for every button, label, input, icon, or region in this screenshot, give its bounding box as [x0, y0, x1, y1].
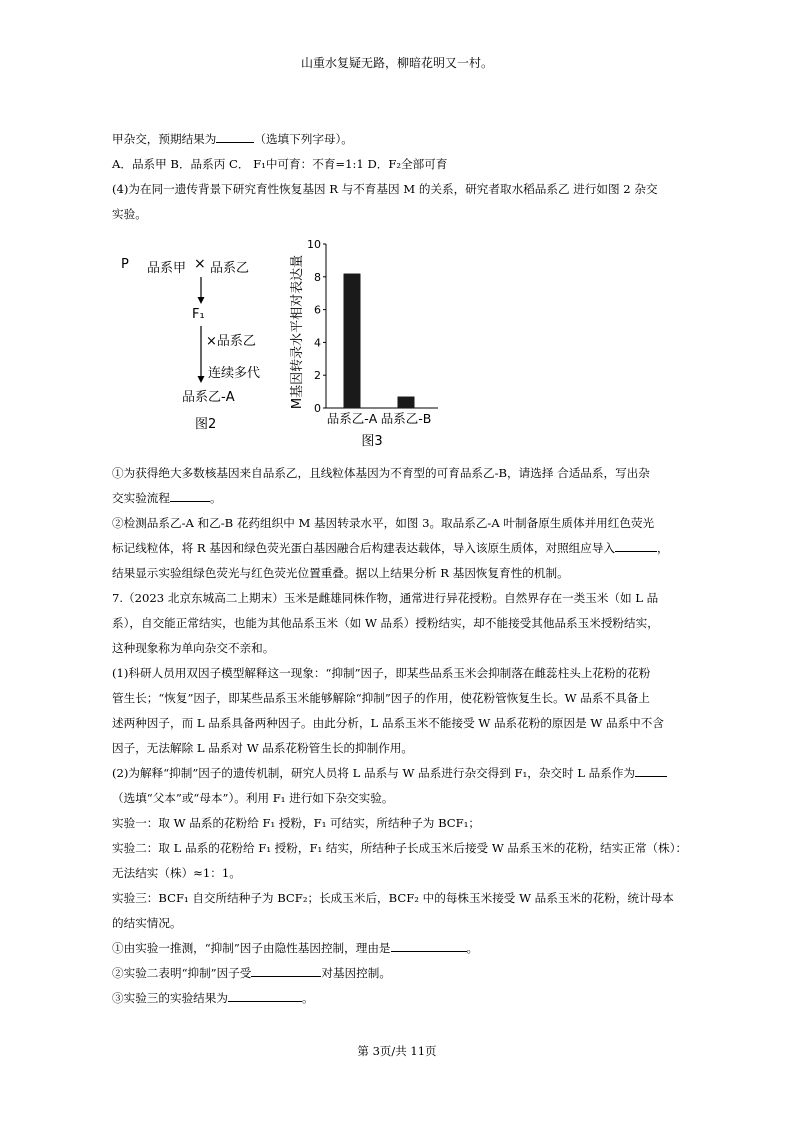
q7-subq2: ②实验二表明“抑制”因子受 对基因控制。	[112, 966, 391, 980]
bar-1	[344, 274, 361, 408]
arrow-down-icon	[196, 326, 206, 384]
cross-symbol: ×	[194, 256, 206, 272]
y-axis-label: M基因转录水平相对表达量	[290, 254, 305, 410]
q4-item2-line3: 结果显示实验组绿色荧光与红色荧光位置重叠。据以上结果分析 R 基因恢复育性的机制。	[112, 566, 569, 580]
q4-item1-line2: 交实验流程 。	[112, 491, 222, 505]
q-prev-options: A．品系甲 B．品系丙 C． F₁中可育：不育=1:1 D．F₂全部可育	[112, 157, 448, 171]
y-tick-label: 4	[314, 336, 321, 350]
q7-part1-line1: (1)科研人员用双因子模型解释这一现象：“抑制”因子，即某些品系玉米会抑制落在雌蕊柱头上花粉的花粉	[112, 666, 651, 680]
q7-part1-line3: 述两种因子，而 L 品系具备两种因子。由此分析，L 品系玉米不能接受 W 品系花粉的原因是 W 品系中不含	[112, 716, 664, 730]
q7-part2-line2: （选填“父本”或“母本”）。利用 F₁ 进行如下杂交实验。	[112, 791, 394, 805]
answer-blank[interactable]	[391, 940, 467, 952]
answer-blank[interactable]	[251, 965, 321, 977]
q7-experiment-3-line2: 的结实情况。	[112, 916, 182, 930]
q4-item1-line1: ①为获得绝大多数核基因来自品系乙，且线粒体基因为不育型的可育品系乙-B，请选择 合适品系，写出杂	[112, 466, 650, 480]
q4-item2-line2: 标记线粒体，将 R 基因和绿色荧光蛋白基因融合后构建表达载体，导入该原生质体，对照组应导入 ，	[112, 541, 669, 555]
x-tick-label: 品系乙-B	[380, 411, 432, 426]
header-motto: 山重水复疑无路，柳暗花明又一村。	[300, 56, 493, 70]
q7-experiment-2-line1: 实验二：取 L 品系的花粉给 F₁ 授粉，F₁ 结实，所结种子长成玉米后接受 W 品系玉米的花粉，结实正常（株）：	[112, 841, 688, 855]
q-prev-line1: 甲杂交，预期结果为 （选填下列字母）。	[112, 132, 353, 146]
parent-1-label: 品系甲	[147, 261, 187, 276]
result-label: 品系乙-A	[182, 390, 235, 405]
p-generation-label: P	[121, 257, 129, 272]
q7-part1-line4: 因子，无法解除 L 品系对 W 品系花粉管生长的抑制作用。	[112, 741, 414, 755]
q7-intro-line2: 系），自交能正常结实，也能为其他品系玉米（如 W 品系）授粉结实，却不能接受其他品系玉米授粉结实，	[112, 616, 659, 630]
y-tick-label: 2	[314, 369, 321, 383]
q7-experiment-2-line2: 无法结实（株）≈1：1。	[112, 866, 241, 880]
y-tick-label: 10	[307, 238, 321, 251]
q-prev-part4-line2: 实验。	[112, 207, 147, 221]
q7-subq3: ③实验三的实验结果为 。	[112, 991, 314, 1005]
figure-2	[112, 250, 287, 435]
backcross-label: ×品系乙	[206, 334, 256, 349]
figure-3-caption: 图3	[361, 434, 383, 449]
q-prev-part4-line1: (4)为在同一遗传背景下研究育性恢复基因 R 与不育基因 M 的关系，研究者取水稻品系乙 进行如图 2 杂交	[112, 182, 658, 196]
generations-label: 连续多代	[208, 366, 261, 381]
figure-3-chart	[286, 232, 456, 457]
f1-label: F₁	[192, 307, 205, 322]
y-tick-label: 8	[314, 270, 321, 284]
answer-blank[interactable]	[615, 540, 657, 552]
q7-intro-line3: 这种现象称为单向杂交不亲和。	[112, 641, 275, 655]
bar-2	[398, 397, 415, 408]
answer-blank[interactable]	[170, 490, 210, 502]
y-tick-label: 0	[314, 402, 321, 415]
x-tick-label: 品系乙-A	[326, 411, 378, 426]
page-number: 第 3页/共 11页	[357, 1044, 437, 1058]
figure-2-caption: 图2	[195, 417, 217, 432]
y-tick-label: 6	[314, 303, 321, 317]
q7-experiment-3-line1: 实验三：BCF₁ 自交所结种子为 BCF₂；长成玉米后，BCF₂ 中的每株玉米接受 W 品系玉米的花粉，统计母本	[112, 891, 674, 905]
arrow-down-icon	[196, 277, 206, 305]
q7-experiment-1: 实验一：取 W 品系的花粉给 F₁ 授粉，F₁ 可结实，所结种子为 BCF₁；	[112, 816, 480, 830]
q4-item2-line1: ②检测品系乙-A 和乙-B 花药组织中 M 基因转录水平，如图 3。取品系乙-A 叶制备原生质体并用红色荧光	[112, 516, 655, 530]
q7-intro-line1: 7.（2023 北京东城高二上期末）玉米是雌雄同株作物，通常进行异花授粉。自然界存在一类玉米（如 L 品	[112, 591, 659, 605]
answer-blank[interactable]	[216, 131, 254, 143]
answer-blank[interactable]	[228, 990, 302, 1002]
q7-subq1: ①由实验一推测，“抑制”因子由隐性基因控制，理由是 。	[112, 941, 479, 955]
q7-part1-line2: 管生长；“恢复”因子，即某些品系玉米能够解除“抑制”因子的作用，使花粉管恢复生长。W 品系不具备上	[112, 691, 650, 705]
parent-2-label: 品系乙	[210, 261, 250, 276]
q7-part2-line1: (2)为解释“抑制”因子的遗传机制，研究人员将 L 品系与 W 品系进行杂交得到 F₁，杂交时 L 品系作为	[112, 765, 667, 781]
answer-blank[interactable]	[635, 765, 667, 777]
